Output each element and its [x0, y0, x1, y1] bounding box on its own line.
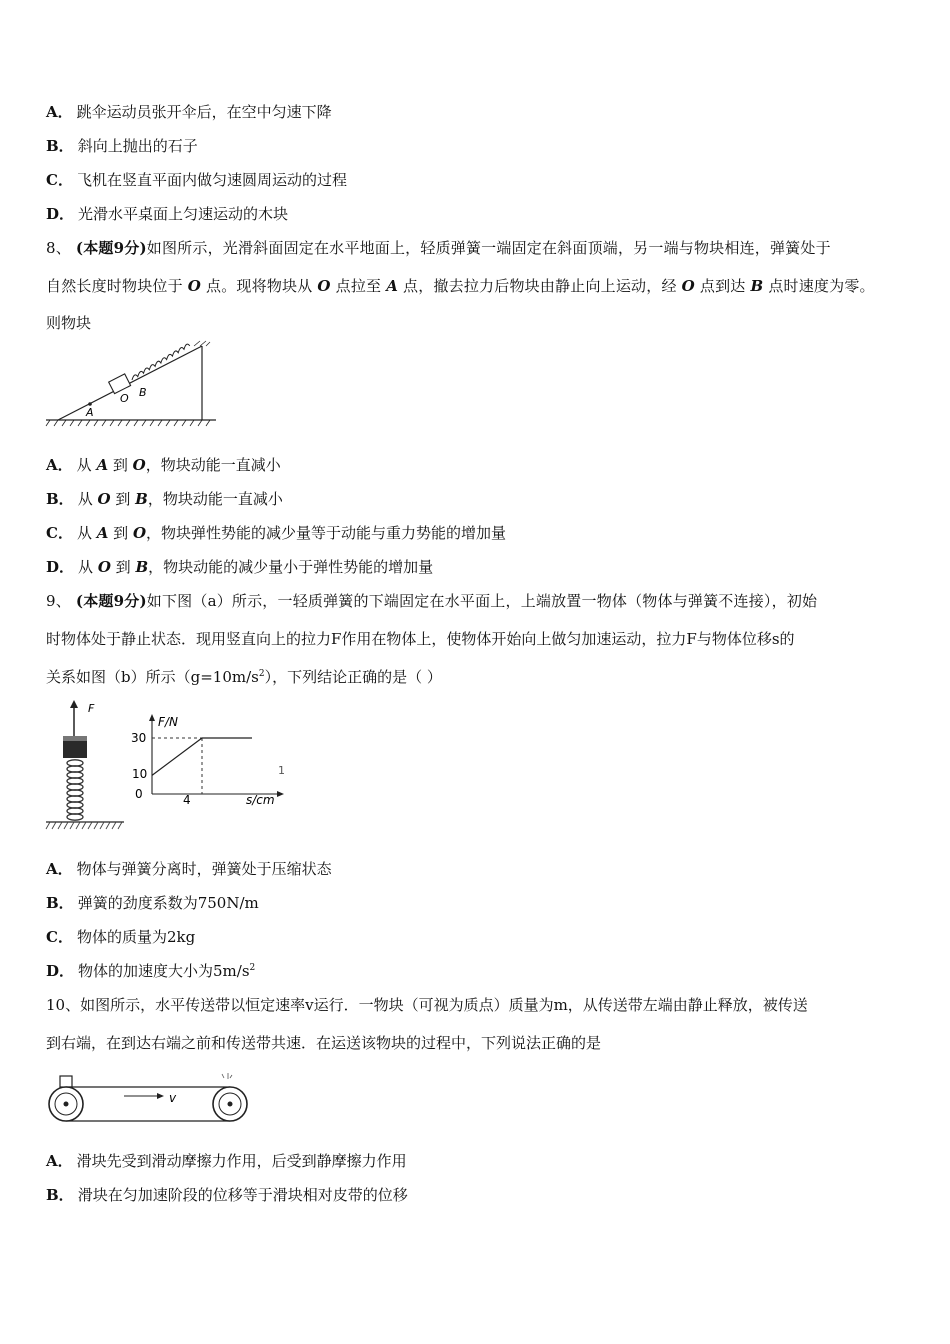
left-pulley-axle [64, 1102, 69, 1107]
incline-surface [58, 346, 202, 420]
force-label: F [88, 702, 95, 715]
spring-coil [130, 344, 192, 380]
q8-stem-line1: 8、 (本题9分)如图所示，光滑斜面固定在水平地面上，轻质弹簧一端固定在斜面顶端，另一端与物块相连，弹簧处于 [46, 239, 831, 257]
q8-option-d: D． 从 O 到 B，物块动能的减少量小于弹性势能的增加量 [46, 558, 434, 576]
q8-option-a: A． 从 A 到 O，物块动能一直减小 [46, 456, 281, 474]
x-tick-4: 4 [183, 793, 191, 807]
top-hatching [194, 341, 210, 346]
spring-coils [67, 760, 83, 820]
y-tick-30: 30 [131, 731, 147, 745]
q8-option-b: B． 从 O 到 B，物块动能一直减小 [46, 490, 283, 508]
marks [222, 1073, 232, 1079]
q9-option-d: D． 物体的加速度大小为$5m/s^2$ [46, 962, 256, 980]
q10-stem-line2: 到右端，在到达右端之前和传送带共速．在运送该物块的过程中，下列说法正确的是 [46, 1034, 602, 1052]
label-o: O [120, 392, 129, 405]
stray-mark: 1 [278, 764, 285, 777]
q7-option-a: A． 跳伞运动员张开伞后，在空中匀速下降 [46, 103, 332, 121]
x-axis-label: s/cm [246, 793, 275, 807]
q9-stem-line1: 9、 (本题9分)如下图（a）所示，一轻质弹簧的下端固定在水平面上，上端放置一物体（物体与弹簧不连接），初始 [46, 592, 818, 610]
q7-option-d: D． 光滑水平桌面上匀速运动的木块 [46, 205, 289, 223]
q10-option-b: B． 滑块在匀加速阶段的位移等于滑块相对皮带的位移 [46, 1186, 408, 1204]
q8-stem-line2: 自然长度时物块位于 O 点。现将物块从 O 点拉至 A 点，撤去拉力后物块由静止向上运动，经 O 点到达 B 点时速度为零。 [46, 277, 875, 295]
block-top [63, 736, 87, 741]
q9-option-c: C． 物体的质量为2kg [46, 928, 196, 946]
label-a: A [86, 406, 94, 419]
force-arrow-head [70, 700, 78, 708]
block [60, 1076, 72, 1087]
q9-spring-figure [44, 700, 128, 834]
q9-option-b: B． 弹簧的劲度系数为750N/m [46, 894, 259, 912]
q8-option-c: C． 从 A 到 O，物块弹性势能的减少量等于动能与重力势能的增加量 [46, 524, 507, 542]
right-pulley-axle [228, 1102, 233, 1107]
q10-stem-line1: 10、如图所示，水平传送带以恒定速率v运行．一物块（可视为质点）质量为m，从传送带左端由静止释放，被传送 [46, 996, 808, 1014]
y-tick-10: 10 [132, 767, 148, 781]
q9-option-a: A． 物体与弹簧分离时，弹簧处于压缩状态 [46, 860, 332, 878]
q8-incline-figure [44, 340, 224, 430]
q7-option-b: B． 斜向上抛出的石子 [46, 137, 198, 155]
q9-stem-line3: 关系如图（b）所示$(g=10m/s^2)$，下列结论正确的是（ ） [46, 668, 442, 686]
y-axis-arrow [149, 714, 155, 721]
q9-force-displacement-graph [128, 712, 300, 834]
block [109, 374, 131, 394]
velocity-arrow-head [157, 1093, 164, 1099]
ground-hatching [46, 822, 122, 829]
q8-stem-line3: 则物块 [46, 314, 92, 332]
q10-option-a: A． 滑块先受到滑动摩擦力作用，后受到静摩擦力作用 [46, 1152, 407, 1170]
y-tick-0: 0 [135, 787, 143, 801]
y-axis-label: F/N [158, 715, 178, 729]
ground-hatching [46, 420, 210, 426]
velocity-label: v [169, 1091, 177, 1105]
label-b: B [139, 386, 147, 399]
q10-conveyor-figure [46, 1070, 250, 1126]
q9-stem-line2: 时物体处于静止状态．现用竖直向上的拉力F作用在物体上，使物体开始向上做匀加速运动，拉力F与物体位移s的 [46, 630, 795, 648]
x-axis-arrow [277, 791, 284, 797]
q7-option-c: C． 飞机在竖直平面内做匀速圆周运动的过程 [46, 171, 347, 189]
